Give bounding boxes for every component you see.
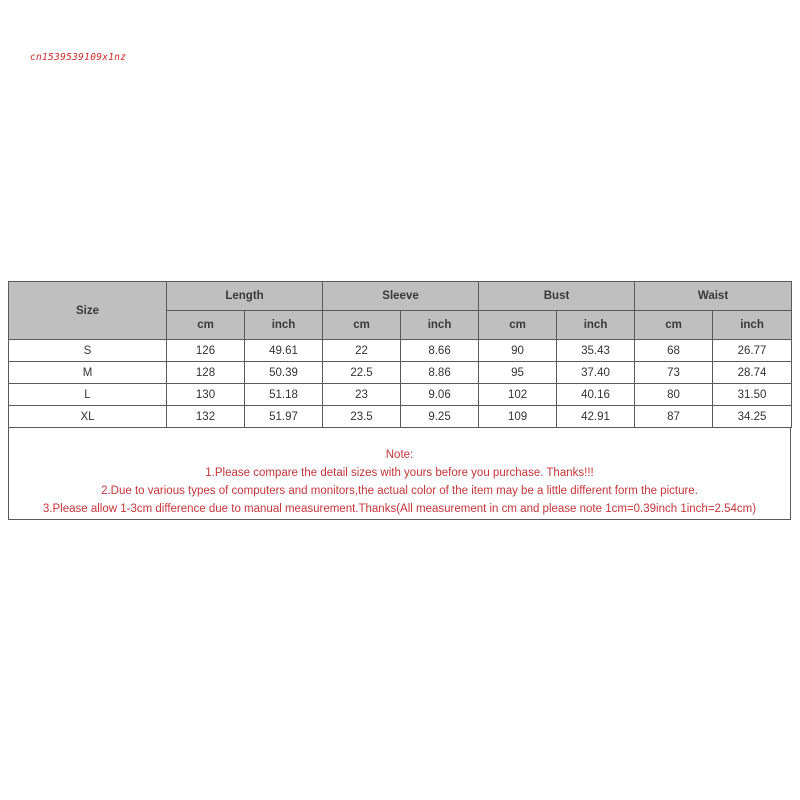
- table-cell: 87: [635, 406, 713, 428]
- table-cell: 68: [635, 340, 713, 362]
- unit-header: cm: [167, 311, 245, 340]
- table-cell: 51.97: [245, 406, 323, 428]
- size-cell: M: [9, 362, 167, 384]
- table-cell: 35.43: [557, 340, 635, 362]
- table-cell: 34.25: [713, 406, 792, 428]
- table-cell: 109: [479, 406, 557, 428]
- table-cell: 23.5: [323, 406, 401, 428]
- unit-header: cm: [479, 311, 557, 340]
- table-cell: 22.5: [323, 362, 401, 384]
- group-header-sleeve: Sleeve: [323, 282, 479, 311]
- table-cell: 42.91: [557, 406, 635, 428]
- watermark-text: cn1539539109x1nz: [30, 52, 127, 63]
- unit-header: inch: [713, 311, 792, 340]
- notes-box: [8, 428, 791, 520]
- unit-header: inch: [401, 311, 479, 340]
- size-chart-table: [8, 281, 792, 428]
- table-cell: 31.50: [713, 384, 792, 406]
- size-cell: S: [9, 340, 167, 362]
- table-cell: 90: [479, 340, 557, 362]
- table-cell: 80: [635, 384, 713, 406]
- group-header-waist: Waist: [635, 282, 792, 311]
- table-cell: 40.16: [557, 384, 635, 406]
- table-cell: 22: [323, 340, 401, 362]
- unit-header: inch: [245, 311, 323, 340]
- table-cell: 9.25: [401, 406, 479, 428]
- table-row: [9, 406, 792, 428]
- table-cell: 37.40: [557, 362, 635, 384]
- table-cell: 102: [479, 384, 557, 406]
- table-cell: 8.66: [401, 340, 479, 362]
- table-row: [9, 384, 792, 406]
- unit-header: cm: [635, 311, 713, 340]
- table-cell: 128: [167, 362, 245, 384]
- size-cell: XL: [9, 406, 167, 428]
- group-header-bust: Bust: [479, 282, 635, 311]
- table-cell: 28.74: [713, 362, 792, 384]
- table-cell: 49.61: [245, 340, 323, 362]
- size-column-header: Size: [9, 282, 167, 340]
- table-header-row-groups: [9, 282, 792, 311]
- note-line: 1.Please compare the detail sizes with yours before you purchase. Thanks!!!: [205, 467, 594, 479]
- note-title: Note:: [385, 449, 414, 461]
- size-cell: L: [9, 384, 167, 406]
- table-cell: 130: [167, 384, 245, 406]
- note-line: 3.Please allow 1-3cm difference due to manual measurement.Thanks(All measurement in cm and please note 1cm=0.39inch 1inch=2.54cm): [42, 503, 757, 515]
- unit-header: inch: [557, 311, 635, 340]
- table-cell: 73: [635, 362, 713, 384]
- table-cell: 126: [167, 340, 245, 362]
- table-cell: 23: [323, 384, 401, 406]
- group-header-length: Length: [167, 282, 323, 311]
- note-line: 2.Due to various types of computers and monitors,the actual color of the item may be a little different form the picture.: [101, 485, 698, 497]
- unit-header: cm: [323, 311, 401, 340]
- table-row: [9, 362, 792, 384]
- table-cell: 132: [167, 406, 245, 428]
- table-cell: 51.18: [245, 384, 323, 406]
- table-cell: 9.06: [401, 384, 479, 406]
- table-cell: 50.39: [245, 362, 323, 384]
- table-cell: 95: [479, 362, 557, 384]
- table-cell: 26.77: [713, 340, 792, 362]
- table-cell: 8.86: [401, 362, 479, 384]
- table-row: [9, 340, 792, 362]
